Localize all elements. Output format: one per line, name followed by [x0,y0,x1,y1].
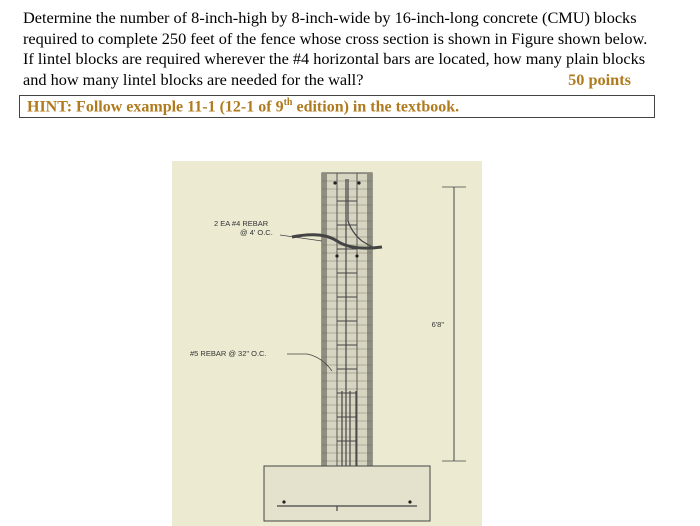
hint-box [19,95,655,118]
label-wall-height: 6'8" [431,320,444,329]
wall-right-face [367,173,372,466]
label-vertical-rebar: #5 REBAR @ 32" O.C. [190,349,267,358]
problem-line-3: If lintel blocks are required wherever the #4 horizontal bars are located, how many plain blocks [23,49,646,68]
hint-superscript: th [283,97,293,108]
hint-suffix: edition) in the textbook. [292,98,460,116]
problem-line-1: Determine the number of 8-inch-high by 8-inch-wide by 16-inch-long concrete (CMU) blocks [23,8,637,27]
problem-line-2: required to complete 250 feet of the fence whose cross section is shown in Figure shown below. [23,28,648,48]
problem-statement [23,8,653,90]
label-horizontal-rebar-1: 2 EA #4 REBAR [214,219,269,228]
rebar-dot [408,500,411,503]
rebar-dot [357,181,360,184]
hint-text [27,97,459,116]
hint-prefix: HINT: Follow example 11-1 (12-1 of 9 [27,98,284,116]
problem-line-4 [23,70,653,91]
rebar-dot [355,254,358,257]
rebar-dot [333,181,336,184]
rebar-dot [335,254,338,257]
points-label: 50 points [568,69,631,89]
wall-cross-section-figure [172,161,482,526]
problem-line-4-text: and how many lintel blocks are needed for the wall? [23,69,364,89]
wall-left-face [322,173,327,466]
label-horizontal-rebar-2: @ 4' O.C. [240,228,273,237]
cmu-wall [322,173,372,466]
wall-section-drawing [172,161,482,526]
rebar-dot [282,500,285,503]
footing [264,466,430,521]
